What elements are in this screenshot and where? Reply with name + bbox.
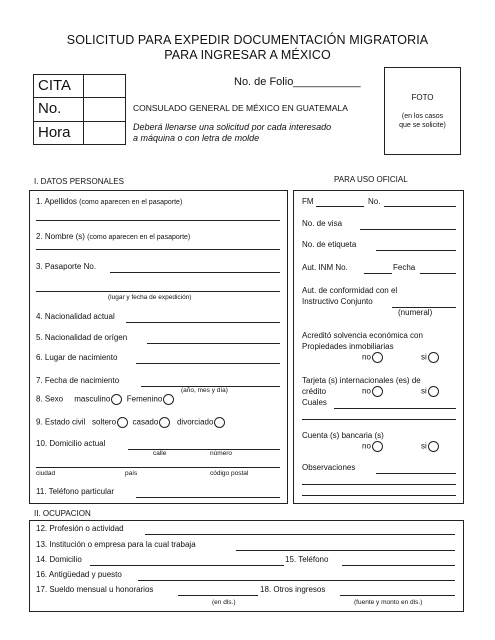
nombre-line[interactable] <box>36 249 280 250</box>
solvencia-line1: Acreditó solvencia económica con <box>302 331 423 340</box>
section2-title: II. OCUPACION <box>34 509 91 518</box>
fecha-line[interactable] <box>420 273 456 274</box>
profesion-label: 12. Profesión o actividad <box>36 524 124 533</box>
divorciado-label: divorciado <box>176 417 214 427</box>
observaciones-line2[interactable] <box>302 484 456 485</box>
lugar-nacimiento-line[interactable] <box>136 363 280 364</box>
femenino-radio[interactable] <box>163 394 174 405</box>
codigo-postal-label: código postal <box>210 470 249 477</box>
instruction-line1: Deberá llenarse una solicitud por cada interesado <box>133 122 332 132</box>
fuente-note: (fuente y monto en dls.) <box>354 599 423 606</box>
cuenta-no-label: no <box>362 441 371 451</box>
tarjeta-no-radio[interactable] <box>372 386 383 397</box>
occupation-box <box>29 520 464 612</box>
telefono-line[interactable] <box>136 497 280 498</box>
conformidad-line2: Instructivo Conjunto <box>302 297 373 306</box>
casado-radio[interactable] <box>159 417 170 428</box>
tarjeta-si-label: si <box>421 386 427 396</box>
cita-no-label: No. <box>38 100 62 117</box>
soltero-radio[interactable] <box>117 417 128 428</box>
femenino-label: Femenino <box>126 394 163 404</box>
official-use-box <box>293 190 464 504</box>
observaciones-label: Observaciones <box>302 463 356 472</box>
apellidos-label: 1. Apellidos <box>36 197 77 206</box>
antiguedad-label: 16. Antigüedad y puesto <box>36 570 122 579</box>
profesion-line[interactable] <box>145 534 455 535</box>
apellidos-line[interactable] <box>36 220 280 221</box>
numero-label: número <box>210 450 233 457</box>
domicilio-line[interactable] <box>128 449 280 450</box>
antiguedad-line[interactable] <box>138 580 455 581</box>
pais-label: país <box>125 470 138 477</box>
domicilio-line2[interactable] <box>36 467 280 468</box>
nacionalidad-origen-label: 5. Nacionalidad de orígen <box>36 333 128 342</box>
conformidad-line1: Aut. de conformidad con el <box>302 286 398 295</box>
solvencia-si-label: si <box>421 352 427 362</box>
solvencia-no-label: no <box>362 352 371 362</box>
solvencia-si-radio[interactable] <box>428 352 439 363</box>
fecha-note: (año, mes y día) <box>181 387 228 394</box>
cuenta-no-radio[interactable] <box>372 441 383 452</box>
etiqueta-line[interactable] <box>376 250 456 251</box>
masculino-label: masculino <box>74 394 111 404</box>
official-title: PARA USO OFICIAL <box>334 175 408 184</box>
soltero-label: soltero <box>92 417 117 427</box>
en-dls-note: (en dls.) <box>212 599 236 606</box>
visa-label: No. de visa <box>302 219 343 228</box>
aut-inm-line[interactable] <box>364 273 392 274</box>
cita-label: CITA <box>38 77 72 94</box>
visa-line[interactable] <box>360 229 456 230</box>
domicilio-trabajo-label: 14. Domicilio <box>36 555 82 564</box>
sueldo-label: 17. Sueldo mensual u honorarios <box>36 585 154 594</box>
otros-ingresos-line[interactable] <box>340 595 455 596</box>
tarjeta-line1: Tarjeta (s) internacionales (es) de <box>302 376 421 385</box>
cuenta-label: Cuenta (s) bancaria (s) <box>302 431 384 440</box>
photo-label: FOTO <box>411 93 434 102</box>
cuales-label: Cuales <box>302 398 327 407</box>
form-title-line1: SOLICITUD PARA EXPEDIR DOCUMENTACIÓN MIGRATORIA <box>66 33 429 47</box>
fm-no-line[interactable] <box>384 206 456 207</box>
section1-title: I. DATOS PERSONALES <box>34 177 124 186</box>
aut-inm-label: Aut. INM No. <box>302 263 348 272</box>
etiqueta-label: No. de etiqueta <box>302 240 357 249</box>
telefono-trabajo-label: 15. Teléfono <box>285 555 329 564</box>
tarjeta-no-label: no <box>362 386 371 396</box>
nacionalidad-origen-line[interactable] <box>147 343 280 344</box>
divorciado-radio[interactable] <box>214 417 225 428</box>
instruction-line2: a máquina o con letra de molde <box>133 133 260 143</box>
cuenta-si-radio[interactable] <box>428 441 439 452</box>
photo-box[interactable] <box>384 67 461 155</box>
observaciones-line3[interactable] <box>302 495 456 496</box>
telefono-label: 11. Teléfono particular <box>36 487 114 496</box>
ciudad-label: ciudad <box>36 470 56 477</box>
pasaporte-line2[interactable] <box>36 291 280 292</box>
fm-label: FM <box>302 197 314 206</box>
tarjeta-si-radio[interactable] <box>428 386 439 397</box>
institucion-label: 13. Institución o empresa para la cual trabaja <box>36 540 196 549</box>
cita-box <box>33 74 126 145</box>
nombre-note: (como aparecen en el pasaporte) <box>87 234 191 241</box>
masculino-radio[interactable] <box>111 394 122 405</box>
pasaporte-note: (lugar y fecha de expedición) <box>108 294 192 301</box>
photo-note1: (en los casos <box>401 113 444 120</box>
consulado-label: CONSULADO GENERAL DE MÉXICO EN GUATEMALA <box>133 103 348 113</box>
pasaporte-line[interactable] <box>110 272 280 273</box>
solvencia-no-radio[interactable] <box>372 352 383 363</box>
personal-data-box <box>29 190 288 504</box>
solvencia-line2: Propiedades inmobiliarias <box>302 342 394 351</box>
estado-civil-label: 9. Estado civil <box>36 417 86 427</box>
sueldo-line[interactable] <box>178 595 258 596</box>
numeral-label: (numeral) <box>398 308 433 317</box>
sexo-label: 8. Sexo <box>36 394 64 404</box>
institucion-line[interactable] <box>236 550 455 551</box>
domicilio-label: 10. Domicilio actual <box>36 439 106 448</box>
cita-hora-label: Hora <box>38 124 71 141</box>
photo-note2: que se solicite) <box>399 122 446 129</box>
nacionalidad-actual-line[interactable] <box>126 322 280 323</box>
tarjeta-line2: crédito <box>302 387 327 396</box>
fm-no-label: No. <box>368 197 381 206</box>
form-title-line2: PARA INGRESAR A MÉXICO <box>164 48 331 62</box>
nacionalidad-actual-label: 4. Nacionalidad actual <box>36 312 115 321</box>
otros-ingresos-label: 18. Otros ingresos <box>260 585 326 594</box>
fecha-nacimiento-label: 7. Fecha de nacimiento <box>36 376 120 385</box>
casado-label: casado <box>132 417 159 427</box>
domicilio-trabajo-line[interactable] <box>90 565 284 566</box>
folio-field[interactable]: No. de Folio___________ <box>234 76 361 88</box>
cuales-line2[interactable] <box>302 419 456 420</box>
apellidos-note: (como aparecen en el pasaporte) <box>79 199 183 206</box>
lugar-nacimiento-label: 6. Lugar de nacimiento <box>36 353 118 362</box>
cuenta-si-label: si <box>421 441 427 451</box>
telefono-trabajo-line[interactable] <box>342 565 455 566</box>
fecha-label: Fecha <box>393 263 416 272</box>
pasaporte-label: 3. Pasaporte No. <box>36 262 97 271</box>
calle-label: calle <box>153 450 167 457</box>
observaciones-line[interactable] <box>376 473 456 474</box>
cuales-line[interactable] <box>334 408 456 409</box>
nombre-label: 2. Nombre (s) <box>36 232 85 241</box>
